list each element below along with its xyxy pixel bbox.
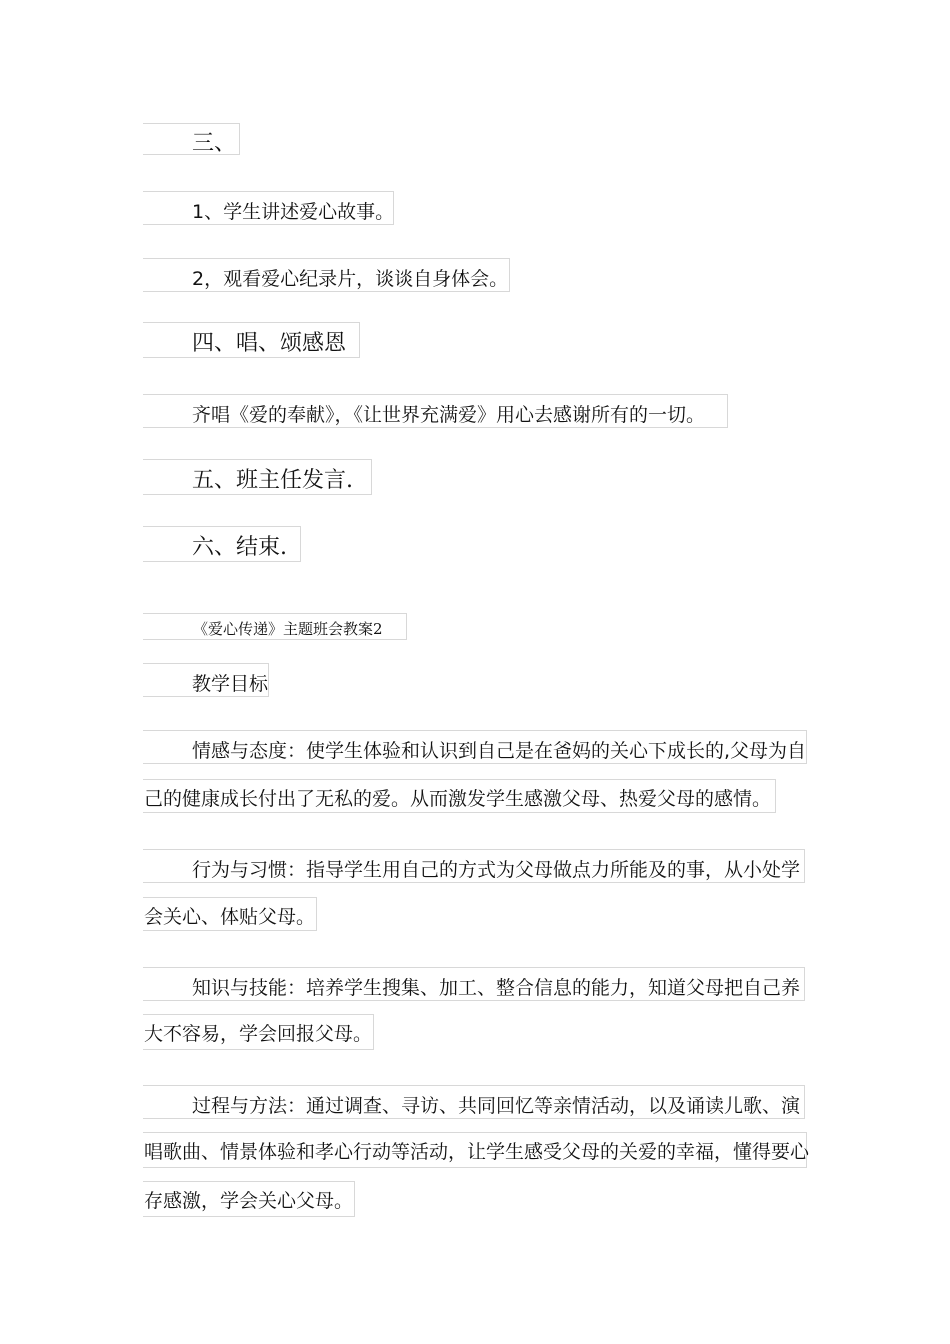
objective-knowledge-line-1: 知识与技能：培养学生搜集、加工、整合信息的能力，知道父母把自己养 bbox=[143, 967, 805, 1001]
objective-emotion-line-1: 情感与态度：使学生体验和认识到自己是在爸妈的关心下成长的,父母为自 bbox=[143, 730, 807, 764]
section-four-heading: 四、唱、颂感恩 bbox=[143, 322, 360, 358]
objective-behavior-line-2: 会关心、体贴父母。 bbox=[143, 897, 317, 931]
objective-process-line-3: 存感激，学会关心父母。 bbox=[143, 1181, 355, 1217]
objective-process-line-1: 过程与方法：通过调查、寻访、共同回忆等亲情活动，以及诵读儿歌、演 bbox=[143, 1085, 805, 1119]
objective-behavior-line-1: 行为与习惯：指导学生用自己的方式为父母做点力所能及的事，从小处学 bbox=[143, 849, 805, 883]
section-three-item-2: 2，观看爱心纪录片，谈谈自身体会。 bbox=[143, 258, 510, 292]
objective-knowledge-line-2: 大不容易，学会回报父母。 bbox=[143, 1014, 374, 1050]
section-four-body: 齐唱《爱的奉献》，《让世界充满爱》用心去感谢所有的一切。 bbox=[143, 394, 728, 428]
objective-emotion-line-2: 己的健康成长付出了无私的爱。从而激发学生感激父母、热爱父母的感情。 bbox=[143, 779, 776, 813]
section-three-heading: 三、 bbox=[143, 123, 240, 155]
objective-process-line-2: 唱歌曲、情景体验和孝心行动等活动，让学生感受父母的关爱的幸福，懂得要心 bbox=[143, 1132, 807, 1168]
plan2-title: 《爱心传递》主题班会教案2 bbox=[143, 613, 407, 640]
objectives-heading: 教学目标 bbox=[143, 663, 269, 697]
section-five-heading: 五、班主任发言. bbox=[143, 459, 372, 495]
section-six-heading: 六、结束. bbox=[143, 526, 301, 562]
section-three-item-1: 1、学生讲述爱心故事。 bbox=[143, 191, 394, 225]
